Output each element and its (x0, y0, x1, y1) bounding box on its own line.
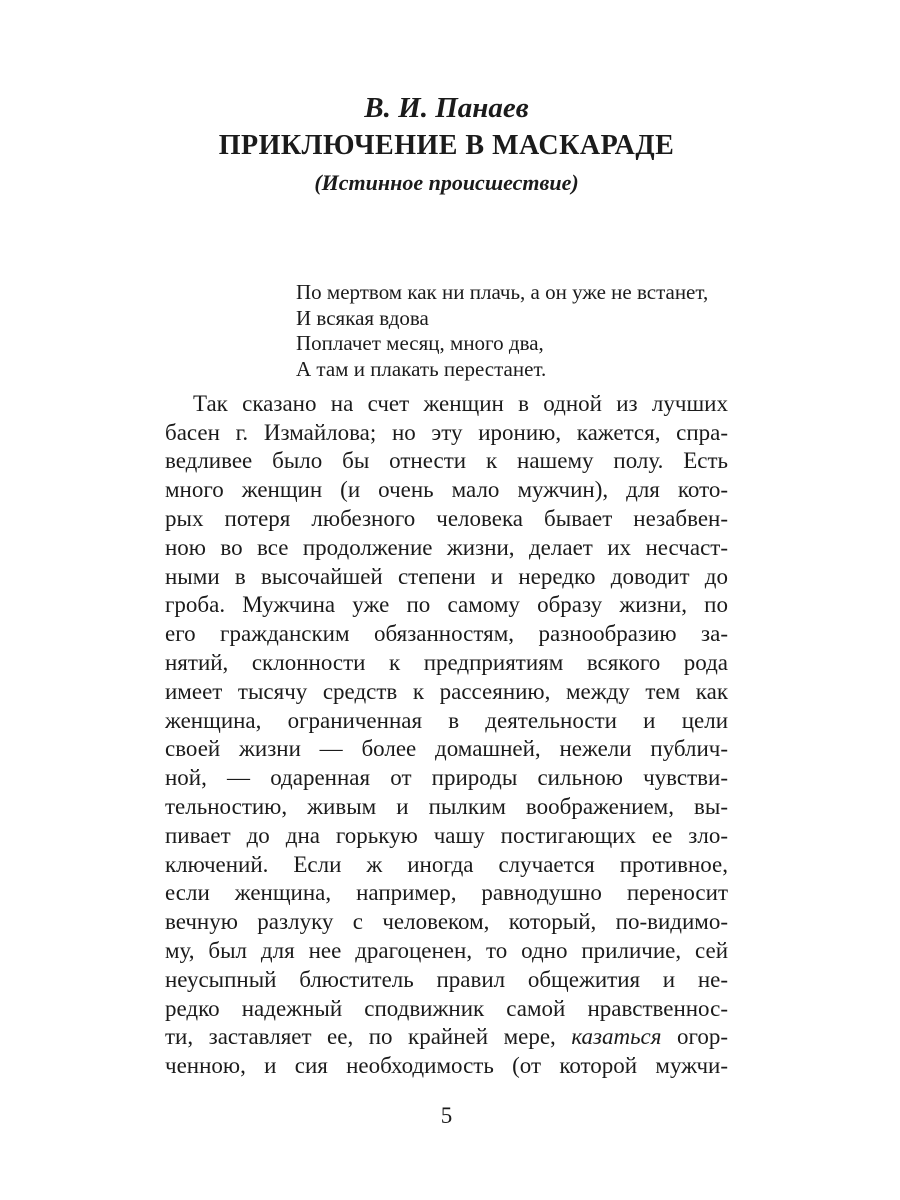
body-line-text: ною во все продолжение жизни, делает их несчаст- (165, 534, 728, 560)
body-line-text: ведливее было бы отнести к нашему полу. Есть (165, 448, 728, 474)
body-line (165, 707, 728, 736)
body-line (165, 793, 728, 822)
body-line-text: своей жизни — более домашней, нежели публич- (165, 736, 728, 762)
body-line-text: ти, заставляет ее, по крайней мере, (165, 1024, 572, 1050)
body-line (165, 390, 728, 419)
body-line-text: му, был для нее драгоценен, то одно приличие, сей (165, 937, 728, 963)
body-line (165, 678, 728, 707)
body-line (165, 851, 728, 880)
body-line-text: огор- (661, 1024, 728, 1050)
body-line (165, 620, 728, 649)
body-line-text: ченною, и сия необходимость (от которой мужчи- (165, 1053, 728, 1079)
body-line (165, 995, 728, 1024)
story-title: ПРИКЛЮЧЕНИЕ В МАСКАРАДЕ (218, 130, 675, 161)
body-line-text: гроба. Мужчина уже по самому образу жизни, по (165, 592, 728, 618)
body-line-text: женщина, ограниченная в деятельности и цели (165, 707, 728, 733)
body-line (165, 563, 728, 592)
page-footer (165, 1102, 728, 1130)
epigraph-line: По мертвом как ни плачь, а он уже не встанет, (296, 280, 709, 304)
page-header (165, 0, 728, 201)
epigraph (296, 280, 900, 383)
body-line-text: редко надежный сподвижник самой нравственнос- (165, 995, 728, 1021)
body-line-text: тельностию, живым и пылким воображением, вы- (165, 793, 728, 819)
emphasized-word: казаться (571, 1024, 662, 1050)
body-line (165, 505, 728, 534)
body-line-text: ными в высочайшей степени и нередко доводит до (165, 563, 728, 589)
body-line-text: его гражданским обязанностям, разнообразию за- (165, 621, 728, 647)
body-line-text: рых потеря любезного человека бывает незабвен- (165, 506, 728, 531)
body-line (165, 764, 728, 793)
body-line-text: ключений. Если ж иногда случается противное, (165, 851, 728, 877)
body-line-text: пивает до дна горькую чашу постигающих ее зло- (165, 822, 728, 848)
epigraph-line: И всякая вдова (296, 305, 429, 330)
body-line (165, 591, 728, 620)
epigraph-line: Поплачет месяц, много два, (296, 331, 544, 356)
body-line (165, 534, 728, 563)
body-line-text: Так сказано на счет женщин в одной из лучших (193, 390, 728, 416)
body-line (165, 419, 728, 448)
author-name: В. И. Панаев (364, 92, 529, 124)
body-line (165, 735, 728, 764)
body-line (165, 447, 728, 476)
body-line (165, 822, 728, 851)
body-text (165, 390, 728, 1081)
body-line (165, 879, 728, 908)
body-line-text: нятий, склонности к предприятиям всякого рода (165, 649, 728, 675)
body-line-text: если женщина, например, равнодушно переносит (165, 880, 728, 906)
page-number: 5 (440, 1102, 453, 1128)
body-line (165, 1052, 728, 1081)
body-line (165, 1023, 728, 1052)
epigraph-line: А там и плакать перестанет. (296, 357, 547, 382)
story-subtitle: (Истинное происшествие) (314, 170, 579, 195)
body-line (165, 966, 728, 995)
body-line (165, 649, 728, 678)
body-line-text: ной, — одаренная от природы сильною чувстви- (165, 765, 728, 791)
body-line (165, 937, 728, 966)
body-line-text: вечную разлуку с человеком, который, по-видимо- (165, 909, 728, 935)
body-line (165, 908, 728, 937)
body-line-text: много женщин (и очень мало мужчин), для кото- (165, 477, 728, 503)
body-line-text: басен г. Измайлова; но эту иронию, кажется, спра- (165, 419, 728, 445)
body-line-text: имеет тысячу средств к рассеянию, между тем как (165, 678, 728, 704)
body-line-text: неусыпный блюститель правил общежития и не- (165, 966, 728, 992)
body-line (165, 476, 728, 505)
